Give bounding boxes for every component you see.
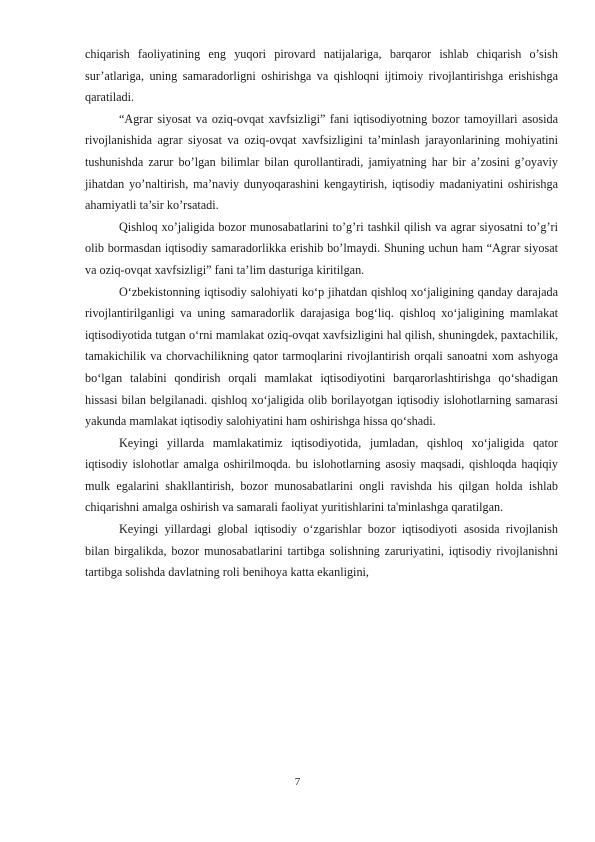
paragraph-reforms: Keyingi yillarda mamlakatimiz iqtisodiyotida, jumladan, qishloq xo‘jaligida qator iqtisodiy islohotlar amalga oshirilmoqda. bu islohotlarning asosiy maqsadi, qishloqda haqiqiy mulk egalarini shakllantirish, bozor munosabatlarini ongli ravishda his qilgan holda ishlab chiqarishni amalga oshirish va samarali faoliyat yuritishlarini ta'minlashga qaratilgan.	[85, 435, 558, 515]
paragraph-course-description: “Agrar siyosat va oziq-ovqat xavfsizligi” fani iqtisodiyotning bozor tamoyillari asosida rivojlanishida agrar siyosat va oziq-ovqat xavfsizligini ta’minlash jarayonlarining mohiyatini tushunishda zarur bo’lgan bilimlar bilan qurollantiradi, jamiyatning har bir a’zosini g’oyaviy jihatdan yo’naltirish, ma’naviy dunyoqarashini kengaytirish, iqtisodiy madaniyatini oshirishga ahamiyatli ta’sir ko’rsatadi.	[85, 111, 558, 213]
paragraph-market-relations: Qishloq xo’jaligida bozor munosabatlarini to’g’ri tashkil qilish va agrar siyosatni to’g’ri olib bormasdan iqtisodiy samaradorlikka erishib bo’lmaydi. Shuning uchun ham “Agrar siyosat va oziq-ovqat xavfsizligi” fani ta’lim dasturiga kiritilgan.	[85, 219, 558, 277]
body-text	[85, 44, 558, 584]
paragraph-global-changes: Keyingi yillardagi global iqtisodiy o‘zgarishlar bozor iqtisodiyoti asosida rivojlanish bilan birgalikda, bozor munosabatlarini tartibga solishning zaruriyatini, iqtisodiy rivojlanishni tartibga solishda davlatning roli benihoya katta ekanligini,	[85, 522, 558, 580]
paragraph-economic-potential: O‘zbekistonning iqtisodiy salohiyati ko‘p jihatdan qishloq xo‘jaligining qanday darajada rivojlantirilganligi va uning samaradorlik darajasiga bog‘liq. qishloq xo‘jaligining mamlakat iqtisodiyotida tutgan o‘rni mamlakat oziq-ovqat xavfsizligini hal qilish, shuningdek, paxtachilik, tamakichilik va chorvachilikning qator tarmoqlarini rivojlantirish orqali sanoatni xom ashyoga bo‘lgan talabini qondirish orqali mamlakat iqtisodiyotini barqarorlashtirishga qo‘shadigan hissasi bilan belgilanadi. qishloq xo‘jaligida olib borilayotgan iqtisodiy islohotlarning samarasi yakunda mamlakat iqtisodiy salohiyatini ham oshirishga hissa qo‘shadi.	[85, 284, 558, 429]
page-number: 7	[294, 776, 301, 788]
paragraph-continuation: chiqarish faoliyatining eng yuqori pirovard natijalariga, barqaror ishlab chiqarish o’sish sur’atlariga, uning samaradorligni oshirishga va qishloqni ijtimoiy rivojlantirishga erishishga qaratiladi.	[85, 47, 558, 105]
